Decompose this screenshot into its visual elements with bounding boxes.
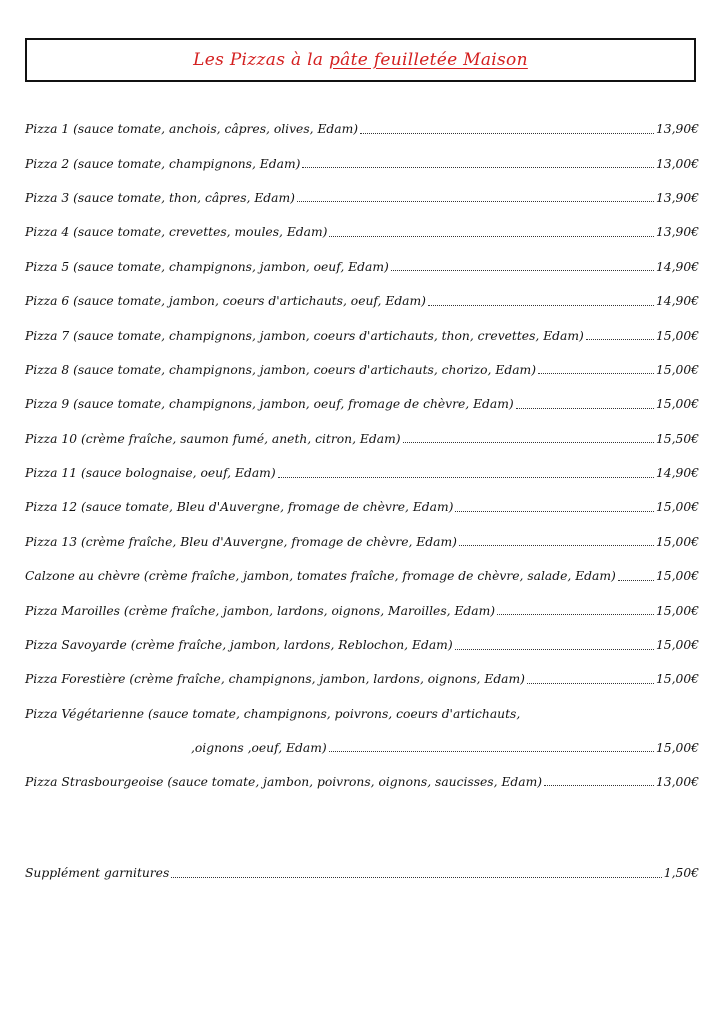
menu-item-name: Pizza Strasbourgeoise (sauce tomate, jambon, poivrons, oignons, saucisses, Edam) <box>25 774 543 789</box>
dot-leader <box>455 511 654 512</box>
dot-leader <box>497 614 654 615</box>
dot-leader <box>302 167 654 168</box>
dot-leader <box>171 877 662 878</box>
menu-item-price: 13,00€ <box>655 156 699 171</box>
menu-item-price: 15,00€ <box>655 328 699 343</box>
menu-item-name: Pizza 13 (crème fraîche, Bleu d'Auvergne, fromage de chèvre, Edam) <box>25 534 457 549</box>
dot-leader <box>538 373 654 374</box>
menu-item-name: Pizza 4 (sauce tomate, crevettes, moules, Edam) <box>25 225 328 240</box>
menu-item-price: 13,00€ <box>655 774 699 789</box>
menu-item-name: Pizza Végétarienne (sauce tomate, champignons, poivrons, coeurs d'artichauts, <box>25 706 521 721</box>
menu-item <box>25 662 699 696</box>
menu-item-price: 15,00€ <box>655 638 699 653</box>
dot-leader <box>360 133 654 134</box>
menu-item <box>25 146 699 180</box>
menu-item <box>25 765 699 799</box>
menu-item-price: 15,00€ <box>655 397 699 412</box>
pizza-menu-list <box>25 112 699 799</box>
menu-item-price: 14,90€ <box>655 466 699 481</box>
menu-item-price: 15,00€ <box>655 569 699 584</box>
menu-item-name: Pizza Maroilles (crème fraîche, jambon, lardons, oignons, Maroilles, Edam) <box>25 603 496 618</box>
menu-item-name: Pizza 7 (sauce tomate, champignons, jambon, coeurs d'artichauts, thon, crevettes, Edam) <box>25 328 584 343</box>
menu-item-name: Pizza 8 (sauce tomate, champignons, jambon, coeurs d'artichauts, chorizo, Edam) <box>25 362 537 377</box>
menu-item <box>25 490 699 524</box>
dot-leader <box>544 785 654 786</box>
dot-leader <box>428 305 654 306</box>
menu-item-name-continued: ,oignons ,oeuf, Edam) <box>191 740 327 755</box>
supplement-name: Supplément garnitures <box>25 866 170 881</box>
dot-leader <box>455 649 654 650</box>
menu-item-price: 15,00€ <box>655 534 699 549</box>
menu-item-price: 14,90€ <box>655 294 699 309</box>
menu-item-name: Pizza 9 (sauce tomate, champignons, jambon, oeuf, fromage de chèvre, Edam) <box>25 397 514 412</box>
menu-item <box>25 250 699 284</box>
dot-leader <box>329 236 654 237</box>
menu-item-price: 13,90€ <box>655 225 699 240</box>
menu-item-name: Pizza 2 (sauce tomate, champignons, Edam) <box>25 156 301 171</box>
menu-item <box>25 422 699 456</box>
menu-title-underlined: pâte feuilletée Maison <box>329 50 528 70</box>
dot-leader <box>527 683 654 684</box>
menu-item <box>25 181 699 215</box>
menu-item-name: Pizza 6 (sauce tomate, jambon, coeurs d'artichauts, oeuf, Edam) <box>25 294 426 309</box>
menu-item-vegetarienne-line2 <box>25 731 699 765</box>
dot-leader <box>586 339 654 340</box>
dot-leader <box>391 270 654 271</box>
dot-leader <box>403 442 654 443</box>
menu-item <box>25 215 699 249</box>
menu-item-name: Pizza 1 (sauce tomate, anchois, câpres, olives, Edam) <box>25 122 359 137</box>
menu-item-name: Pizza 11 (sauce bolognaise, oeuf, Edam) <box>25 466 276 481</box>
supplement-section <box>25 856 699 890</box>
menu-item <box>25 628 699 662</box>
dot-leader <box>618 580 654 581</box>
menu-item-price: 13,90€ <box>655 190 699 205</box>
menu-item <box>25 525 699 559</box>
menu-item-name: Pizza 10 (crème fraîche, saumon fumé, aneth, citron, Edam) <box>25 431 401 446</box>
menu-item <box>25 318 699 352</box>
menu-item <box>25 559 699 593</box>
menu-item-name: Pizza 3 (sauce tomate, thon, câpres, Edam) <box>25 190 295 205</box>
menu-item-price: 15,00€ <box>655 362 699 377</box>
menu-item-name: Pizza Savoyarde (crème fraîche, jambon, lardons, Reblochon, Edam) <box>25 638 453 653</box>
dot-leader <box>459 545 654 546</box>
menu-item-name: Pizza 12 (sauce tomate, Bleu d'Auvergne, fromage de chèvre, Edam) <box>25 500 454 515</box>
dot-leader <box>516 408 654 409</box>
menu-item-price: 15,50€ <box>655 431 699 446</box>
menu-item-price: 13,90€ <box>655 122 699 137</box>
supplement-row <box>25 856 699 890</box>
menu-item-name: Pizza Forestière (crème fraîche, champignons, jambon, lardons, oignons, Edam) <box>25 672 525 687</box>
menu-item-price: 15,00€ <box>655 603 699 618</box>
menu-item <box>25 387 699 421</box>
dot-leader <box>329 751 654 752</box>
menu-title-prefix: Les Pizzas à la <box>193 50 329 70</box>
supplement-price: 1,50€ <box>663 866 699 881</box>
menu-item-price: 15,00€ <box>655 672 699 687</box>
menu-item-price: 15,00€ <box>655 500 699 515</box>
dot-leader <box>297 201 654 202</box>
menu-item-name: Pizza 5 (sauce tomate, champignons, jambon, oeuf, Edam) <box>25 259 389 274</box>
menu-item <box>25 112 699 146</box>
menu-item <box>25 353 699 387</box>
menu-item <box>25 593 699 627</box>
menu-item <box>25 456 699 490</box>
menu-item-name: Calzone au chèvre (crème fraîche, jambon, tomates fraîche, fromage de chèvre, salade, Edam) <box>25 569 616 584</box>
menu-item <box>25 284 699 318</box>
menu-title-box <box>25 38 696 82</box>
dot-leader <box>278 477 654 478</box>
menu-item-price: 15,00€ <box>655 740 699 755</box>
menu-title <box>193 50 528 70</box>
menu-item-price: 14,90€ <box>655 259 699 274</box>
menu-item-vegetarienne-line1 <box>25 697 699 731</box>
